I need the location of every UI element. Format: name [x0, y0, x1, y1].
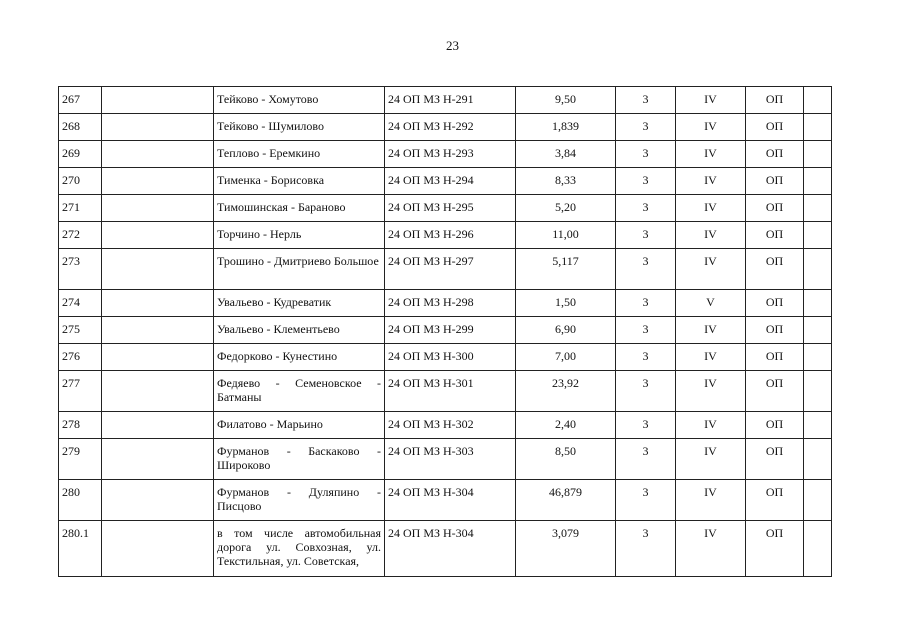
- row-number: 278: [59, 412, 102, 439]
- blank-cell: [102, 371, 214, 412]
- road-name: Тейково - Хомутово: [214, 87, 385, 114]
- road-lanes: 3: [616, 521, 676, 577]
- blank-cell: [102, 249, 214, 290]
- blank-cell: [102, 222, 214, 249]
- road-lanes: 3: [616, 371, 676, 412]
- road-id: 24 ОП МЗ Н-298: [385, 290, 516, 317]
- road-name: Торчино - Нерль: [214, 222, 385, 249]
- road-id: 24 ОП МЗ Н-302: [385, 412, 516, 439]
- blank-cell: [102, 521, 214, 577]
- row-number: 277: [59, 371, 102, 412]
- blank-cell: [102, 439, 214, 480]
- road-id: 24 ОП МЗ Н-300: [385, 344, 516, 371]
- road-length: 46,879: [516, 480, 616, 521]
- road-type: ОП: [746, 141, 804, 168]
- road-type: ОП: [746, 412, 804, 439]
- road-category: IV: [676, 521, 746, 577]
- road-lanes: 3: [616, 480, 676, 521]
- extra-cell: [804, 87, 832, 114]
- road-length: 2,40: [516, 412, 616, 439]
- row-number: 276: [59, 344, 102, 371]
- road-id: 24 ОП МЗ Н-303: [385, 439, 516, 480]
- road-length: 8,50: [516, 439, 616, 480]
- road-length: 9,50: [516, 87, 616, 114]
- table-row: [59, 141, 832, 168]
- table-row: [59, 168, 832, 195]
- blank-cell: [102, 290, 214, 317]
- road-length: 7,00: [516, 344, 616, 371]
- road-name: Филатово - Марьино: [214, 412, 385, 439]
- extra-cell: [804, 168, 832, 195]
- road-type: ОП: [746, 290, 804, 317]
- road-id: 24 ОП МЗ Н-304: [385, 521, 516, 577]
- road-lanes: 3: [616, 141, 676, 168]
- row-number: 270: [59, 168, 102, 195]
- road-category: IV: [676, 344, 746, 371]
- road-name: Увальево - Кудреватик: [214, 290, 385, 317]
- extra-cell: [804, 114, 832, 141]
- road-category: IV: [676, 480, 746, 521]
- road-length: 8,33: [516, 168, 616, 195]
- road-id: 24 ОП МЗ Н-297: [385, 249, 516, 290]
- blank-cell: [102, 480, 214, 521]
- extra-cell: [804, 317, 832, 344]
- extra-cell: [804, 222, 832, 249]
- road-type: ОП: [746, 344, 804, 371]
- extra-cell: [804, 195, 832, 222]
- road-category: IV: [676, 195, 746, 222]
- row-number: 274: [59, 290, 102, 317]
- road-lanes: 3: [616, 439, 676, 480]
- road-type: ОП: [746, 439, 804, 480]
- road-category: IV: [676, 222, 746, 249]
- road-name: Увальево - Клементьево: [214, 317, 385, 344]
- road-category: IV: [676, 114, 746, 141]
- table-row: [59, 521, 832, 577]
- road-category: IV: [676, 87, 746, 114]
- extra-cell: [804, 439, 832, 480]
- road-length: 11,00: [516, 222, 616, 249]
- blank-cell: [102, 114, 214, 141]
- extra-cell: [804, 412, 832, 439]
- road-lanes: 3: [616, 290, 676, 317]
- roads-table-body: [59, 87, 832, 577]
- blank-cell: [102, 195, 214, 222]
- road-type: ОП: [746, 480, 804, 521]
- road-name: Теплово - Еремкино: [214, 141, 385, 168]
- table-row: [59, 87, 832, 114]
- road-name: в том числе автомобильная дорога ул. Совхозная, ул. Текстильная, ул. Советская,: [214, 521, 385, 577]
- road-length: 5,20: [516, 195, 616, 222]
- road-category: IV: [676, 412, 746, 439]
- road-category: IV: [676, 249, 746, 290]
- road-category: IV: [676, 439, 746, 480]
- row-number: 280.1: [59, 521, 102, 577]
- road-length: 23,92: [516, 371, 616, 412]
- road-name: Федорково - Кунестино: [214, 344, 385, 371]
- road-length: 6,90: [516, 317, 616, 344]
- road-id: 24 ОП МЗ Н-296: [385, 222, 516, 249]
- road-name: Фурманов - Баскаково - Широково: [214, 439, 385, 480]
- table-row: [59, 439, 832, 480]
- road-length: 1,839: [516, 114, 616, 141]
- road-id: 24 ОП МЗ Н-299: [385, 317, 516, 344]
- road-type: ОП: [746, 222, 804, 249]
- blank-cell: [102, 317, 214, 344]
- road-type: ОП: [746, 371, 804, 412]
- table-row: [59, 480, 832, 521]
- table-row: [59, 290, 832, 317]
- road-id: 24 ОП МЗ Н-292: [385, 114, 516, 141]
- road-name: Тимошинская - Бараново: [214, 195, 385, 222]
- road-name: Трошино - Дмитриево Большое: [214, 249, 385, 290]
- road-id: 24 ОП МЗ Н-301: [385, 371, 516, 412]
- table-row: [59, 249, 832, 290]
- blank-cell: [102, 87, 214, 114]
- road-name: Фурманов - Дуляпино - Писцово: [214, 480, 385, 521]
- row-number: 280: [59, 480, 102, 521]
- extra-cell: [804, 480, 832, 521]
- road-id: 24 ОП МЗ Н-295: [385, 195, 516, 222]
- road-category: IV: [676, 141, 746, 168]
- road-name: Тименка - Борисовка: [214, 168, 385, 195]
- road-lanes: 3: [616, 114, 676, 141]
- road-lanes: 3: [616, 317, 676, 344]
- extra-cell: [804, 141, 832, 168]
- road-category: IV: [676, 317, 746, 344]
- extra-cell: [804, 371, 832, 412]
- road-length: 1,50: [516, 290, 616, 317]
- row-number: 275: [59, 317, 102, 344]
- row-number: 269: [59, 141, 102, 168]
- road-length: 3,079: [516, 521, 616, 577]
- road-type: ОП: [746, 114, 804, 141]
- page-number: 23: [446, 38, 459, 53]
- road-name: Федяево - Семеновское - Батманы: [214, 371, 385, 412]
- road-id: 24 ОП МЗ Н-291: [385, 87, 516, 114]
- road-type: ОП: [746, 168, 804, 195]
- table-row: [59, 412, 832, 439]
- blank-cell: [102, 344, 214, 371]
- blank-cell: [102, 168, 214, 195]
- extra-cell: [804, 521, 832, 577]
- extra-cell: [804, 344, 832, 371]
- road-type: ОП: [746, 87, 804, 114]
- table-row: [59, 195, 832, 222]
- road-lanes: 3: [616, 222, 676, 249]
- table-row: [59, 344, 832, 371]
- extra-cell: [804, 249, 832, 290]
- road-length: 3,84: [516, 141, 616, 168]
- blank-cell: [102, 412, 214, 439]
- row-number: 273: [59, 249, 102, 290]
- row-number: 279: [59, 439, 102, 480]
- table-row: [59, 371, 832, 412]
- road-name: Тейково - Шумилово: [214, 114, 385, 141]
- extra-cell: [804, 290, 832, 317]
- road-lanes: 3: [616, 168, 676, 195]
- table-row: [59, 114, 832, 141]
- table-row: [59, 317, 832, 344]
- row-number: 272: [59, 222, 102, 249]
- road-id: 24 ОП МЗ Н-294: [385, 168, 516, 195]
- road-category: IV: [676, 371, 746, 412]
- road-type: ОП: [746, 521, 804, 577]
- table-row: [59, 222, 832, 249]
- road-category: IV: [676, 168, 746, 195]
- row-number: 271: [59, 195, 102, 222]
- road-lanes: 3: [616, 249, 676, 290]
- road-id: 24 ОП МЗ Н-304: [385, 480, 516, 521]
- road-type: ОП: [746, 195, 804, 222]
- road-type: ОП: [746, 249, 804, 290]
- row-number: 267: [59, 87, 102, 114]
- roads-table: [58, 86, 832, 577]
- road-lanes: 3: [616, 195, 676, 222]
- road-lanes: 3: [616, 412, 676, 439]
- road-lanes: 3: [616, 87, 676, 114]
- road-length: 5,117: [516, 249, 616, 290]
- road-lanes: 3: [616, 344, 676, 371]
- blank-cell: [102, 141, 214, 168]
- row-number: 268: [59, 114, 102, 141]
- road-type: ОП: [746, 317, 804, 344]
- road-id: 24 ОП МЗ Н-293: [385, 141, 516, 168]
- road-category: V: [676, 290, 746, 317]
